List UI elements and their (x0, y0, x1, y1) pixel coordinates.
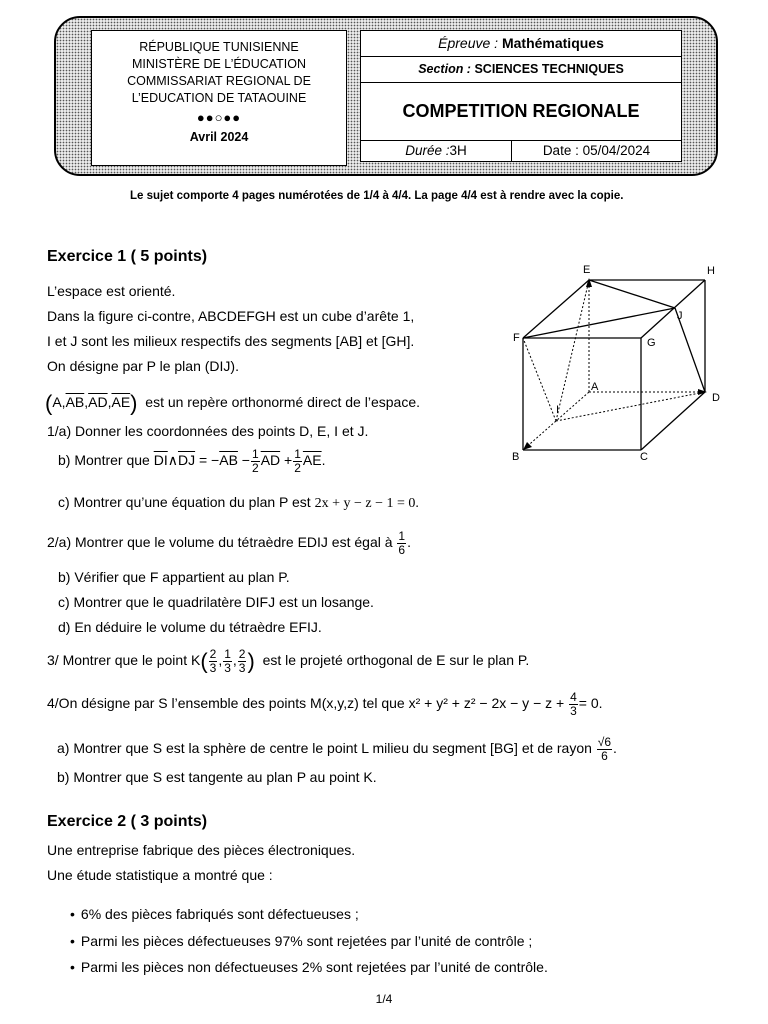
ex1-repere: $(A,\overline{AB},\overline{AD},\overline{AE})$ est un repère orthonormé direct de l’espace. (45, 390, 420, 416)
segment-ej (589, 280, 675, 308)
ex1-line-1: L’espace est orienté. (47, 283, 176, 299)
vector-ab-2: $\overline{AB}$ (219, 452, 238, 469)
ex2-bullet-2: • Parmi les pièces défectueuses 97% sont rejetées par l’unité de contrôle ; (70, 932, 532, 950)
label-d: D (712, 392, 720, 404)
ex1-q3: 3/ Montrer que le point K( $\frac{2}{3}$ , $\frac{1}{3}$ , $\frac{2}{3}$ ) est le projeté orthogonal de E sur le plan P. (47, 647, 530, 675)
one-sixth-fraction: $\frac{1}{6}$ (398, 529, 406, 557)
label-g: G (647, 337, 656, 349)
ex2-bullet-1: • 6% des pièces fabriqués sont défectueuses ; (70, 905, 359, 923)
ex1-q1a: 1/a) Donner les coordonnées des points D, E, I et J. (47, 423, 369, 439)
ex1-line-4: On désigne par P le plan (DIJ). (47, 358, 239, 374)
ex2-bullet-3: • Parmi les pièces non défectueuses 2% sont rejetées par l’unité de contrôle. (70, 958, 548, 976)
date-cell (512, 141, 681, 161)
epreuve-value: Mathématiques (501, 35, 604, 51)
ex1-line-2: Dans la figure ci-contre, ABCDEFGH est un cube d’arête 1, (47, 308, 415, 324)
republic-line: RÉPUBLIQUE TUNISIENNE (139, 40, 299, 54)
vector-di: $\overline{DI}$ (153, 452, 168, 469)
repere-text: est un repère orthonormé direct de l’espace. (145, 394, 420, 410)
epreuve-row (361, 31, 681, 57)
hidden-segment-if (523, 338, 556, 421)
commissariat-line: COMMISSARIAT REGIONAL DE (127, 74, 311, 88)
q1b-prefix: b) Montrer que (58, 452, 150, 469)
k-y-fraction: $\frac{1}{3}$ (224, 647, 231, 675)
k-x-fraction: $\frac{2}{3}$ (209, 647, 217, 675)
header-right-box (360, 30, 682, 162)
half-fraction-1: $\frac{1}{2}$ (252, 447, 259, 475)
radius-fraction: $\frac{√6}{6}$ (597, 735, 612, 763)
q2a-prefix: 2/a) Montrer que le volume du tétraèdre EDIJ est égal à (47, 534, 393, 551)
section-row (361, 57, 681, 83)
header-month: Avril 2024 (189, 130, 249, 144)
exam-title: COMPETITION REGIONALE (361, 83, 681, 141)
hidden-segment-id (556, 392, 705, 421)
ex1-q4a: a) Montrer que S est la sphère de centre le point L milieu du segment [BG] et de rayon $\frac{√6}{6}$ . (57, 735, 617, 763)
decorative-dots: ●●○●● (196, 110, 242, 125)
label-a: A (591, 381, 599, 393)
vector-dj: $\overline{DJ}$ (177, 452, 196, 469)
ex1-q2c: c) Montrer que le quadrilatère DIFJ est un losange. (58, 594, 374, 610)
ex1-q2b: b) Vérifier que F appartient au plan P. (58, 569, 290, 585)
label-b: B (512, 451, 520, 463)
duree-label: Durée : (405, 143, 450, 158)
edge-fe (523, 280, 589, 338)
cube-figure (505, 260, 737, 466)
duration-cell (361, 141, 512, 161)
half-fraction-2: $\frac{1}{2}$ (294, 447, 301, 475)
epreuve-label: Épreuve : (438, 35, 499, 51)
q3-prefix: 3/ Montrer que le point K (47, 652, 201, 669)
segment-fj (523, 308, 675, 338)
ex2-line-1: Une entreprise fabrique des pièces électroniques. (47, 842, 356, 858)
header-left-box (91, 30, 347, 166)
ex1-q2a: 2/a) Montrer que le volume du tétraèdre EDIJ est égal à $\frac{1}{6}$ . (47, 529, 411, 557)
ex1-q4: 4/On désigne par S l’ensemble des points M(x,y,z) tel que x² + y² + z² − 2x − y − z + $\frac{4}{3}$ = 0. (47, 690, 603, 718)
k-z-fraction: $\frac{2}{3}$ (238, 647, 246, 675)
ex1-q2d: d) En déduire le volume du tétraèdre EFIJ. (58, 619, 322, 635)
ex1-line-3: I et J sont les milieux respectifs des segments [AB] et [GH]. (47, 333, 415, 349)
ministry-line: MINISTÈRE DE L’ÉDUCATION (131, 57, 307, 71)
date-value: : 05/04/2024 (575, 143, 651, 158)
q4-prefix: 4/On désigne par S l’ensemble des points M(x,y,z) tel que (47, 695, 405, 712)
repere-origin: A, (52, 394, 66, 410)
ex1-q1b: b) Montrer que $\overline{DI}\wedge\overline{DJ} = -\overline{AB}$ − $\frac{1}{2}$ $\overline{AD}$ + $\frac{1}{2}$ $\overline{AE}$. (58, 447, 326, 475)
vector-ab: $\overline{AB}$ (65, 394, 85, 410)
exercise-1-title: Exercice 1 ( 5 points) (47, 248, 208, 265)
vector-ad-2: $\overline{AD}$ (260, 452, 281, 469)
duration-date-row (361, 141, 681, 161)
label-i: I (556, 404, 560, 416)
four-thirds-fraction: $\frac{4}{3}$ (570, 690, 577, 718)
vector-ad: $\overline{AD}$ (88, 394, 108, 410)
q4a-prefix: a) Montrer que S est la sphère de centre le point L milieu du segment [BG] et de rayon (57, 740, 592, 757)
exercise-2-title: Exercice 2 ( 3 points) (47, 813, 208, 830)
label-h: H (707, 265, 715, 277)
ex1-q1c (58, 493, 419, 513)
ex1-q4b: b) Montrer que S est tangente au plan P au point K. (57, 769, 377, 785)
q3-suffix: est le projeté orthogonal de E sur le plan P. (262, 652, 530, 669)
label-e: E (583, 264, 591, 276)
q1b-equals: = − (198, 452, 220, 469)
label-c: C (640, 451, 648, 463)
page-notice: Le sujet comporte 4 pages numérotées de 1/4 à 4/4. La page 4/4 est à rendre avec la copie. (130, 190, 624, 202)
label-f: F (513, 332, 520, 344)
hidden-segment-ie (556, 280, 589, 421)
vector-ae: $\overline{AE}$ (111, 394, 131, 410)
vector-ae-2: $\overline{AE}$ (302, 452, 322, 469)
plane-equation: 2x + y − z − 1 = 0. (314, 496, 419, 511)
sphere-equation: x² + y² + z² − 2x − y − z + (408, 695, 565, 712)
label-j: J (677, 310, 683, 322)
date-label: Date (542, 143, 572, 158)
q1c-prefix: c) Montrer qu’une équation du plan P est (58, 494, 311, 510)
duree-value: 3H (449, 143, 467, 158)
region-line: L’EDUCATION DE TATAOUINE (131, 91, 307, 105)
section-value: SCIENCES TECHNIQUES (474, 62, 624, 76)
ex2-line-2: Une étude statistique a montré que : (47, 867, 273, 883)
page-number: 1/4 (375, 992, 393, 1006)
section-label: Section : (418, 62, 471, 76)
edge-dc (641, 392, 705, 450)
